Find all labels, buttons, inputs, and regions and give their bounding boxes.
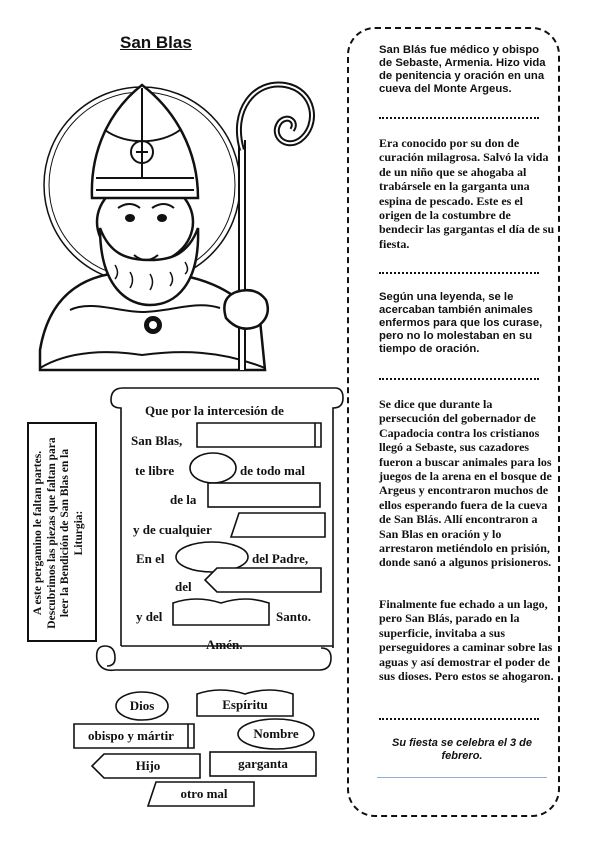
feast-day-note: Su fiesta se celebra el 3 de febrero. [391,737,533,762]
info-paragraph-5: Finalmente fue echado a un lago, pero San Blás, parado en la superficie, invitaba a sus perseguidores a caminar sobre las aguas y así demostrar el poder de sus dioses. Pero estos se ahogaron. [379,597,554,684]
dotted-separator [379,117,539,119]
blue-rule [377,777,547,778]
blessing-line-8b: Santo. [276,609,312,624]
info-paragraph-4: Se dice que durante la persecución del gobernador de Capadocia contra los cristianos llegó a Sebaste, sus cazadores fueron a buscar animales para los juegos de la arena en el bosque de Argeus y encontraron muchos de ellos esperando fuera de la cueva de San Blás. Allí encontraron a San Blas en oración y lo arrestaron metiéndolo en prisión, donde sanó a algunos prisioneros. [379,397,552,570]
blessing-line-3a: te libre [135,463,175,478]
dotted-separator [379,378,539,380]
dotted-separator [379,718,539,720]
instructions-text: A este pergamino le faltan partes. Descubrimos las piezas que faltan para leer la Bendición de San Blas en la Liturgia: [32,437,85,629]
info-paragraph-1: San Blás fue médico y obispo de Sebaste, Armenia. Hizo vida de penitencia y oración en una cueva del Monte Argeus. [379,44,546,95]
piece-nombre[interactable]: Nombre [253,726,299,741]
info-paragraph-3: Según una leyenda, se le acercaban también animales enfermos para que los curase, pero no lo molestaban en su tiempo de oración. [379,291,543,355]
blessing-line-2: San Blas, [131,433,183,448]
piece-espiritu[interactable]: Espíritu [222,697,268,712]
blank-garganta-slot[interactable] [206,481,324,509]
blank-dios-slot[interactable] [188,451,238,485]
piece-otro-mal[interactable]: otro mal [180,786,228,801]
blessing-line-7: del [175,579,192,594]
blank-obispo-slot[interactable] [195,421,327,449]
info-paragraph-2: Era conocido por su don de curación milagrosa. Salvó la vida de un niño que se ahogaba al trabársele en la garganta una espina de pescado. Este es el origen de la costumbre de bendecir las gargantas el día de su fiesta. [379,136,555,251]
piece-obispo-y-martir[interactable]: obispo y mártir [88,728,174,743]
piece-dios[interactable]: Dios [129,698,155,713]
page-title: San Blas [120,33,192,52]
blessing-line-8a: y del [136,609,163,624]
blank-espiritu-slot[interactable] [171,597,271,627]
info-panel [347,27,560,817]
blessing-line-4: de la [170,492,197,507]
blessing-line-5: y de cualquier [133,522,212,537]
blank-otro-mal-slot[interactable] [229,511,329,539]
blank-hijo-slot[interactable] [203,566,325,594]
dotted-separator [379,272,539,274]
piece-hijo[interactable]: Hijo [135,758,161,773]
blessing-line-6b: del Padre, [252,551,309,566]
blessing-line-3b: de todo mal [240,463,305,478]
saint-blas-illustration [30,50,350,390]
blessing-line-9: Amén. [206,637,243,652]
blessing-line-6a: En el [136,551,165,566]
blessing-line-1: Que por la intercesión de [145,403,284,418]
piece-garganta[interactable]: garganta [238,756,288,771]
